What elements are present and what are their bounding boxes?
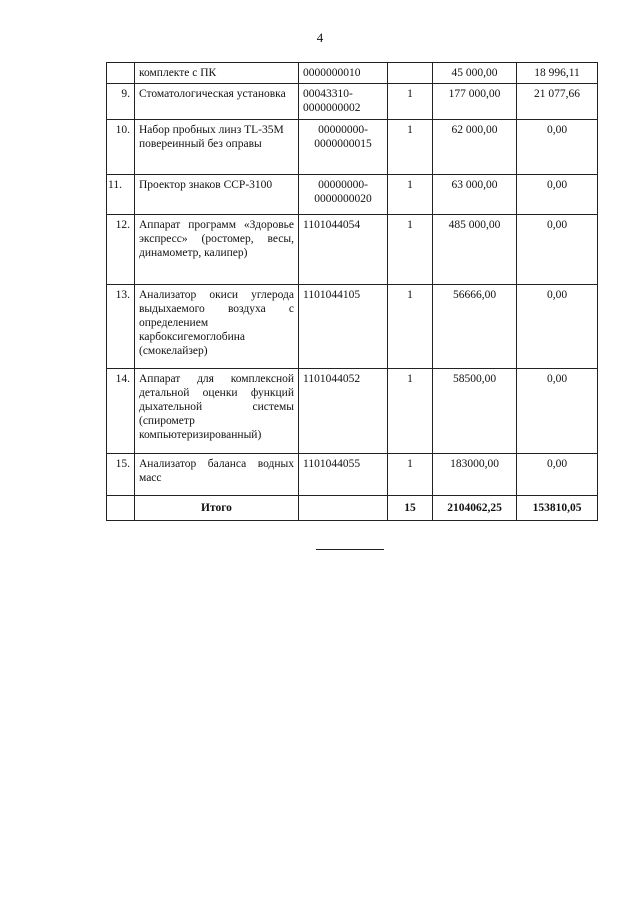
table-row	[107, 454, 598, 496]
row-number: 14.	[107, 369, 135, 454]
quantity: 1	[388, 215, 433, 285]
quantity: 1	[388, 285, 433, 369]
table-row	[107, 369, 598, 454]
quantity: 1	[388, 84, 433, 120]
total-residual-value: 153810,05	[517, 496, 598, 521]
residual-value: 0,00	[517, 175, 598, 215]
inventory-code: 1101044105	[299, 285, 388, 369]
book-value: 63 000,00	[433, 175, 517, 215]
quantity: 1	[388, 120, 433, 175]
residual-value: 0,00	[517, 215, 598, 285]
row-number: 12.	[107, 215, 135, 285]
row-number: 9.	[107, 84, 135, 120]
residual-value: 0,00	[517, 454, 598, 496]
page-number: 4	[316, 30, 324, 45]
table-row	[107, 285, 598, 369]
book-value: 45 000,00	[433, 63, 517, 84]
quantity: 1	[388, 175, 433, 215]
inventory-code: 00000000-0000000015	[299, 120, 388, 175]
row-number: 15.	[107, 454, 135, 496]
total-label: Итого	[135, 496, 299, 521]
residual-value: 18 996,11	[517, 63, 598, 84]
quantity	[388, 63, 433, 84]
total-code-cell	[299, 496, 388, 521]
inventory-code: 0000000010	[299, 63, 388, 84]
inventory-code: 00043310-0000000002	[299, 84, 388, 120]
item-name: Аппарат программ «Здоровье экспресс» (ростомер, весы, динамометр, калипер)	[135, 215, 299, 285]
quantity: 1	[388, 454, 433, 496]
residual-value: 21 077,66	[517, 84, 598, 120]
inventory-code: 1101044052	[299, 369, 388, 454]
table-row	[107, 63, 598, 84]
book-value: 485 000,00	[433, 215, 517, 285]
residual-value: 0,00	[517, 369, 598, 454]
table-row	[107, 215, 598, 285]
book-value: 183000,00	[433, 454, 517, 496]
inventory-code: 1101044054	[299, 215, 388, 285]
row-number	[107, 63, 135, 84]
total-quantity: 15	[388, 496, 433, 521]
item-name: Набор пробных линз TL-35M повереинный без оправы	[135, 120, 299, 175]
book-value: 62 000,00	[433, 120, 517, 175]
book-value: 58500,00	[433, 369, 517, 454]
item-name: комплекте с ПК	[135, 63, 299, 84]
table-row	[107, 84, 598, 120]
item-name: Проектор знаков CCP-3100	[135, 175, 299, 215]
item-name: Стоматологическая установка	[135, 84, 299, 120]
separator-line	[316, 549, 384, 550]
inventory-code: 1101044055	[299, 454, 388, 496]
row-number: 11.	[107, 175, 135, 215]
residual-value: 0,00	[517, 120, 598, 175]
inventory-table	[106, 62, 598, 521]
total-number-cell	[107, 496, 135, 521]
item-name: Анализатор баланса водных масс	[135, 454, 299, 496]
inventory-code: 00000000-0000000020	[299, 175, 388, 215]
row-number: 13.	[107, 285, 135, 369]
total-row	[107, 496, 598, 521]
book-value: 177 000,00	[433, 84, 517, 120]
item-name: Анализатор окиси углерода выдыхаемого воздуха с определением карбоксигемоглобина (смокелайзер)	[135, 285, 299, 369]
residual-value: 0,00	[517, 285, 598, 369]
table-row	[107, 120, 598, 175]
table-row	[107, 175, 598, 215]
book-value: 56666,00	[433, 285, 517, 369]
row-number: 10.	[107, 120, 135, 175]
total-book-value: 2104062,25	[433, 496, 517, 521]
item-name: Аппарат для комплексной детальной оценки функций дыхательной системы (спирометр компьютеризированный)	[135, 369, 299, 454]
quantity: 1	[388, 369, 433, 454]
